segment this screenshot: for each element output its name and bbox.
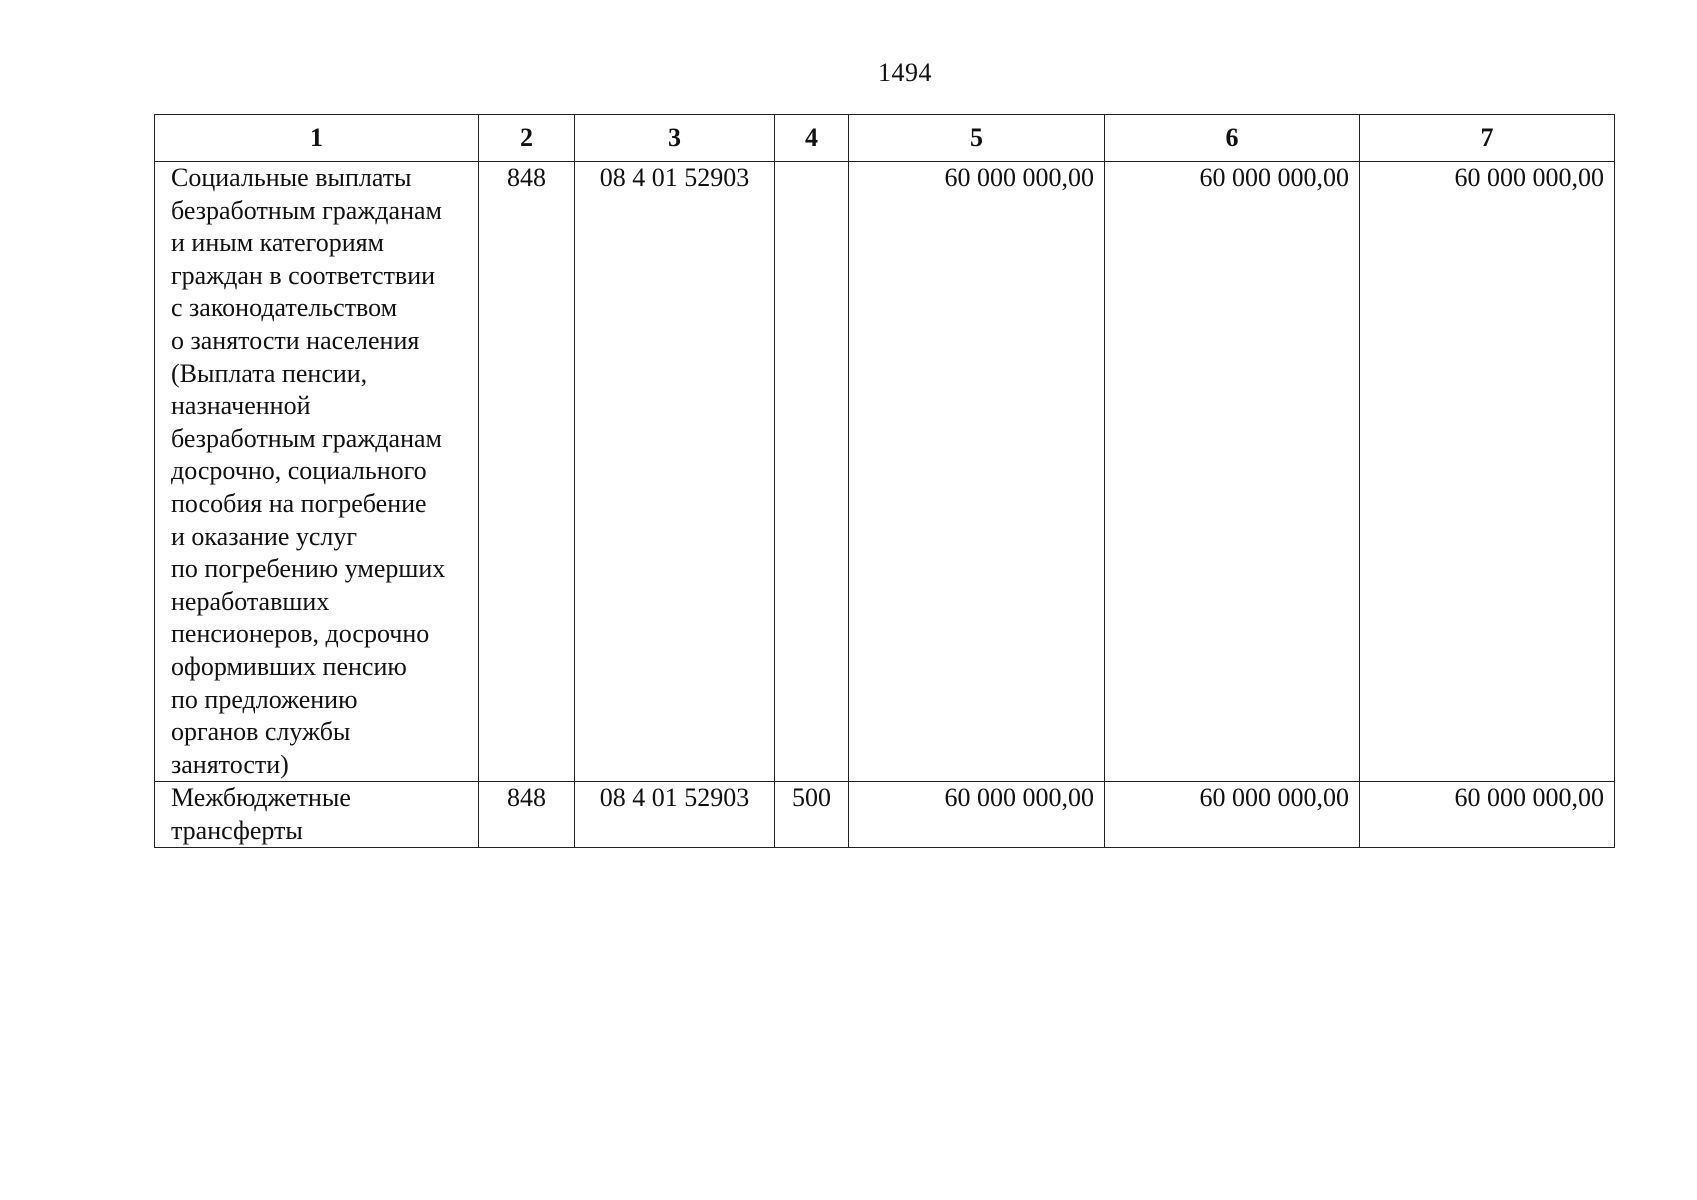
- row-type-cell: 500: [775, 782, 849, 848]
- row-code-cell: 848: [479, 782, 575, 848]
- table-row: [155, 782, 1615, 848]
- row-amount-5-cell: 60 000 000,00: [849, 782, 1105, 848]
- column-header-2: 2: [479, 115, 575, 162]
- column-header-5: 5: [849, 115, 1105, 162]
- column-header-6: 6: [1105, 115, 1360, 162]
- row-name-cell: [155, 782, 479, 848]
- budget-table: [154, 114, 1615, 848]
- column-header-7: 7: [1360, 115, 1615, 162]
- row-name-cell: [155, 162, 479, 782]
- row-type-cell: [775, 162, 849, 782]
- row-classification-cell: 08 4 01 52903: [575, 782, 775, 848]
- row-code-cell: 848: [479, 162, 575, 782]
- column-header-1: 1: [155, 115, 479, 162]
- row-amount-6-cell: 60 000 000,00: [1105, 162, 1360, 782]
- table-row: [155, 162, 1615, 782]
- column-header-4: 4: [775, 115, 849, 162]
- row-name-text: Межбюджетные трансферты: [171, 783, 351, 845]
- header-row: [155, 115, 1615, 162]
- row-amount-7-cell: 60 000 000,00: [1360, 782, 1615, 848]
- row-classification-cell: 08 4 01 52903: [575, 162, 775, 782]
- row-amount-6-cell: 60 000 000,00: [1105, 782, 1360, 848]
- row-amount-7-cell: 60 000 000,00: [1360, 162, 1615, 782]
- column-header-3: 3: [575, 115, 775, 162]
- page-number: 1494: [878, 58, 932, 87]
- row-name-text: Социальные выплаты безработным гражданам и иным категориям граждан в соответствии с законодательством о занятости населения (Выплата пенсии, назначенной безработным гражданам досрочно, социального пособия на погребение и оказание услуг по погребению умерших неработавших пенсионеров, досрочно оформивших пенсию по предложению органов службы занятости): [171, 163, 446, 779]
- row-amount-5-cell: 60 000 000,00: [849, 162, 1105, 782]
